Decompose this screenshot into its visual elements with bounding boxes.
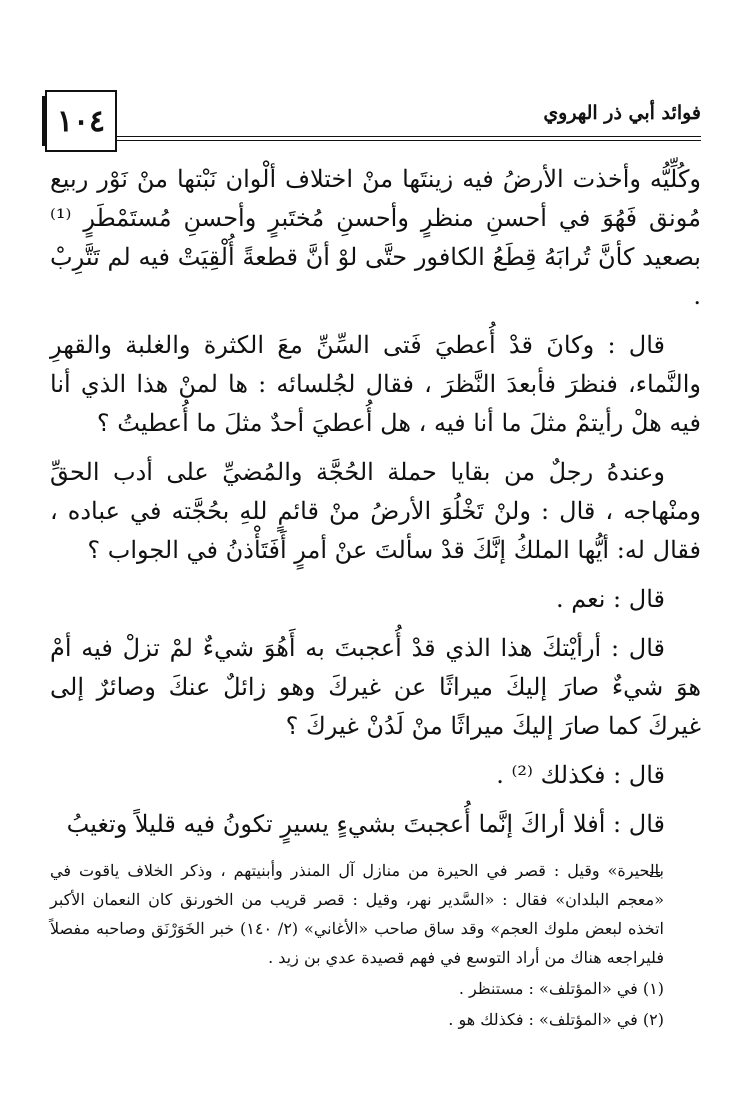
page-number-box (45, 90, 117, 152)
paragraph: وعندهُ رجلٌ من بقايا حملة الحُجَّة والمُضيِّ على أدب الحقِّ ومنْهاجه ، قال : ولنْ تَخْلُوَ الأرضُ منْ قائمٍ للهِ بحُجَّته في عباده ، فقال له: أيُّها الملكُ إنَّكَ قدْ سألتَ عنْ أمرٍ أَفَتَأْذنُ في الجواب ؟ (50, 458, 701, 564)
footnotes (50, 856, 664, 1034)
main-text (50, 160, 701, 854)
running-title: فوائد أبي ذر الهروي (543, 102, 701, 124)
paragraph: قال : فكذلك ⁽²⁾ . (496, 761, 665, 789)
header-rule (115, 136, 701, 137)
paragraph: قال : أرأيْتكَ هذا الذي قدْ أُعجبتَ به أَهُوَ شيءٌ لمْ تزلْ فيه أمْ هوَ شيءٌ صارَ إليكَ ميراثًا عن غيركَ وهو زائلٌ عنكَ وصائرٌ إلى غيركَ كما صارَ إليكَ ميراثًا منْ لَدُنْ غيركَ ؟ (50, 634, 701, 740)
footnote: (٢) في «المؤتلف» : فكذلك هو . (448, 1010, 664, 1029)
paragraph: قال : نعم . (555, 585, 665, 613)
page-number: ١٠٤ (56, 103, 106, 139)
footnote: (١) في «المؤتلف» : مستنظر . (458, 979, 664, 998)
header-rule (115, 140, 701, 141)
footnote-continued: بالحيرة» وقيل : قصر في الحيرة من منازل آل المنذر وأبنيتهم ، وذكر الخلاف ياقوت في «معجم البلدان» فقال : «السَّدير نهر، وقيل : قصر قريب من الخورنق كان النعمان الأكبر اتخذه لبعض ملوك العجم» وقد ساق صاحب «الأغاني» (٢/ ١٤٠) خبر الخَوَرْنَق وصاحبه مفصلاً فليراجعه هناك من أراد التوسع في فهم قصيدة عدي بن زيد . (50, 861, 664, 967)
paragraph: قال : وكانَ قدْ أُعطيَ فَتى السِّنِّ معَ الكثرة والغلبة والقهرِ والنَّماء، فنظرَ فأبعدَ النَّظرَ ، فقال لجُلسائه : ها لمنْ هذا الذي أنا فيه هلْ رأيتمْ مثلَ ما أنا فيه ، هل أُعطيَ أحدٌ مثلَ ما أُعطيتُ ؟ (50, 331, 701, 437)
running-header (45, 90, 701, 152)
paragraph: وكُلِّيُّه وأخذت الأرضُ فيه زينتَها منْ اختلاف ألْوان نَبْتها منْ نَوْر ربيع مُونق فَهُوَ في أحسنِ منظرٍ وأحسنِ مُختَبرٍ وأحسنِ مُستَمْطَرٍ ⁽¹⁾ بصعيد كأنَّ تُرابَهُ قِطَعُ الكافور حتَّى لوْ أنَّ قطعةً أُلْقِيَتْ فيه لم تَتَّرِبْ . (50, 165, 701, 310)
paragraph: قال : أفلا أراكَ إنَّما أُعجبتَ بشيءٍ يسيرٍ تكونُ فيه قليلاً وتغيبُ (66, 810, 665, 838)
